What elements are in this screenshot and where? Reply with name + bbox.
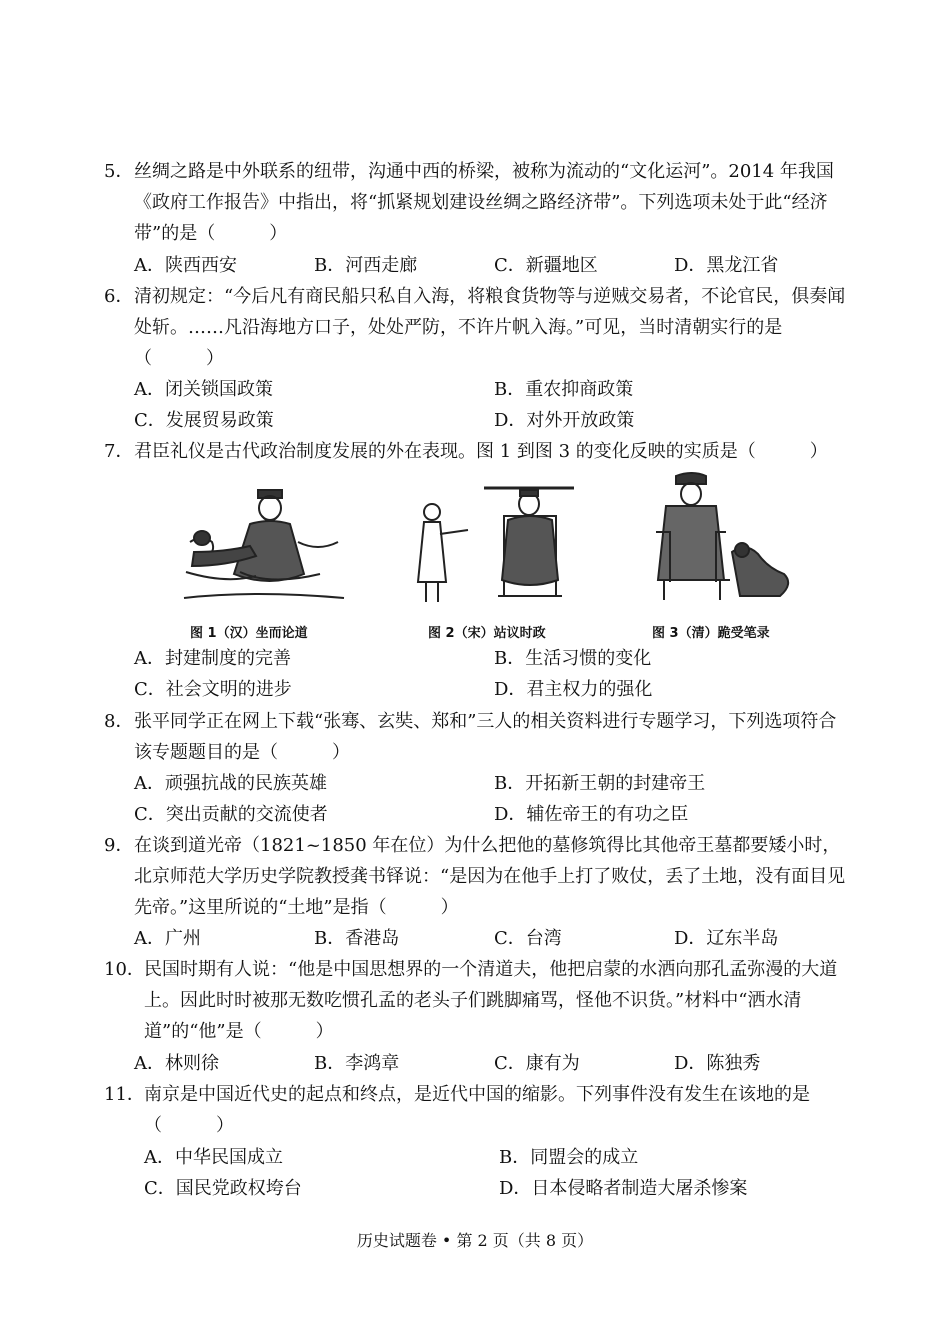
question-8-options: [134, 768, 854, 830]
option-c[interactable]: C．突出贡献的交流使者: [134, 804, 328, 825]
question-text: 丝绸之路是中外联系的纽带，沟通中西的桥梁，被称为流动的“文化运河”。2014 年我国《政府工作报告》中指出，将“抓紧规划建设丝绸之路经济带”。下列选项未处于此“经济带”的是（ ）: [134, 161, 834, 244]
seated-officials-icon: [180, 472, 350, 612]
question-text: 清初规定：“今后凡有商民船只私自入海，将粮食货物等与逆贼交易者，不论官民，俱奏闻处斩。……凡沿海地方口子，处处严防，不许片帆入海。”可见，当时清朝实行的是（ ）: [134, 286, 846, 369]
question-text: 在谈到道光帝（1821~1850 年在位）为什么把他的墓修筑得比其他帝王墓都要矮小时，北京师范大学历史学院教授龚书铎说：“是因为在他手上打了败仗，丢了土地，没有面目见先帝。”这里所说的“土地”是指（ ）: [134, 835, 846, 918]
option-d[interactable]: D．君主权力的强化: [494, 679, 653, 700]
option-a[interactable]: A．顽强抗战的民族英雄: [134, 773, 327, 794]
figure-1-han-illustration: [180, 472, 350, 641]
option-d[interactable]: D．黑龙江省: [674, 255, 779, 276]
option-b[interactable]: B．香港岛: [314, 928, 400, 949]
question-text: 张平同学正在网上下载“张骞、玄奘、郑和”三人的相关资料进行专题学习，下列选项符合该专题题目的是（ ）: [134, 711, 837, 763]
question-text: 君臣礼仪是古代政治制度发展的外在表现。图 1 到图 3 的变化反映的实质是（ ）: [134, 441, 828, 462]
question-10: [104, 954, 854, 1047]
option-c[interactable]: C．康有为: [494, 1053, 580, 1074]
option-c[interactable]: C．社会文明的进步: [134, 679, 292, 700]
option-a[interactable]: A．广州: [134, 928, 201, 949]
question-6-options: [134, 374, 854, 436]
question-number: 5．: [104, 161, 134, 182]
option-b[interactable]: B．李鸿章: [314, 1053, 400, 1074]
question-7: [104, 436, 854, 467]
question-text: 南京是中国近代史的起点和终点，是近代中国的缩影。下列事件没有发生在该地的是（ ）: [144, 1084, 810, 1136]
option-c[interactable]: C．台湾: [494, 928, 562, 949]
question-6: [104, 281, 854, 374]
option-a[interactable]: A．中华民国成立: [144, 1147, 283, 1168]
figure-2-song-illustration: [412, 472, 582, 641]
question-7-options: [134, 643, 854, 705]
page-footer: 历史试题卷 • 第 2 页（共 8 页）: [356, 1231, 594, 1250]
question-10-options: [134, 1048, 854, 1079]
option-a[interactable]: A．闭关锁国政策: [134, 379, 273, 400]
figure-2-caption: 图 2（宋）站议时政: [428, 626, 546, 641]
option-a[interactable]: A．封建制度的完善: [134, 648, 291, 669]
question-number: 11．: [104, 1084, 145, 1105]
question-5-options: [134, 250, 854, 281]
question-number: 10．: [104, 959, 145, 980]
question-5: [104, 156, 854, 249]
option-b[interactable]: B．重农抑商政策: [494, 379, 634, 400]
question-number: 7．: [104, 441, 134, 462]
standing-official-emperor-icon: [412, 472, 582, 612]
question-number: 9．: [104, 835, 134, 856]
question-11: [104, 1079, 854, 1141]
option-d[interactable]: D．陈独秀: [674, 1053, 761, 1074]
figure-1-caption: 图 1（汉）坐而论道: [190, 626, 308, 641]
option-b[interactable]: B．开拓新王朝的封建帝王: [494, 773, 706, 794]
figure-3-caption: 图 3（清）跪受笔录: [652, 626, 770, 641]
kneeling-official-emperor-icon: [646, 472, 816, 612]
figures-row: [180, 472, 820, 642]
option-c[interactable]: C．发展贸易政策: [134, 410, 274, 431]
option-d[interactable]: D．日本侵略者制造大屠杀惨案: [499, 1178, 748, 1199]
option-b[interactable]: B．河西走廊: [314, 255, 418, 276]
figure-3-qing-illustration: [646, 472, 816, 641]
option-b[interactable]: B．生活习惯的变化: [494, 648, 652, 669]
option-a[interactable]: A．陕西西安: [134, 255, 237, 276]
option-a[interactable]: A．林则徐: [134, 1053, 219, 1074]
option-d[interactable]: D．辅佐帝王的有功之臣: [494, 804, 689, 825]
option-c[interactable]: C．国民党政权垮台: [144, 1178, 302, 1199]
question-text: 民国时期有人说：“他是中国思想界的一个清道夫，他把启蒙的水洒向那孔孟弥漫的大道上。因此时时被那无数吃惯孔孟的老头子们跳脚痛骂，怪他不识货。”材料中“洒水清道”的“他”是（ ）: [144, 959, 838, 1042]
question-number: 8．: [104, 711, 134, 732]
question-number: 6．: [104, 286, 134, 307]
question-9-options: [134, 923, 854, 954]
question-8: [104, 706, 854, 768]
option-d[interactable]: D．对外开放政策: [494, 410, 635, 431]
option-c[interactable]: C．新疆地区: [494, 255, 598, 276]
question-9: [104, 830, 854, 923]
option-b[interactable]: B．同盟会的成立: [499, 1147, 639, 1168]
option-d[interactable]: D．辽东半岛: [674, 928, 779, 949]
question-11-options: [144, 1142, 854, 1204]
